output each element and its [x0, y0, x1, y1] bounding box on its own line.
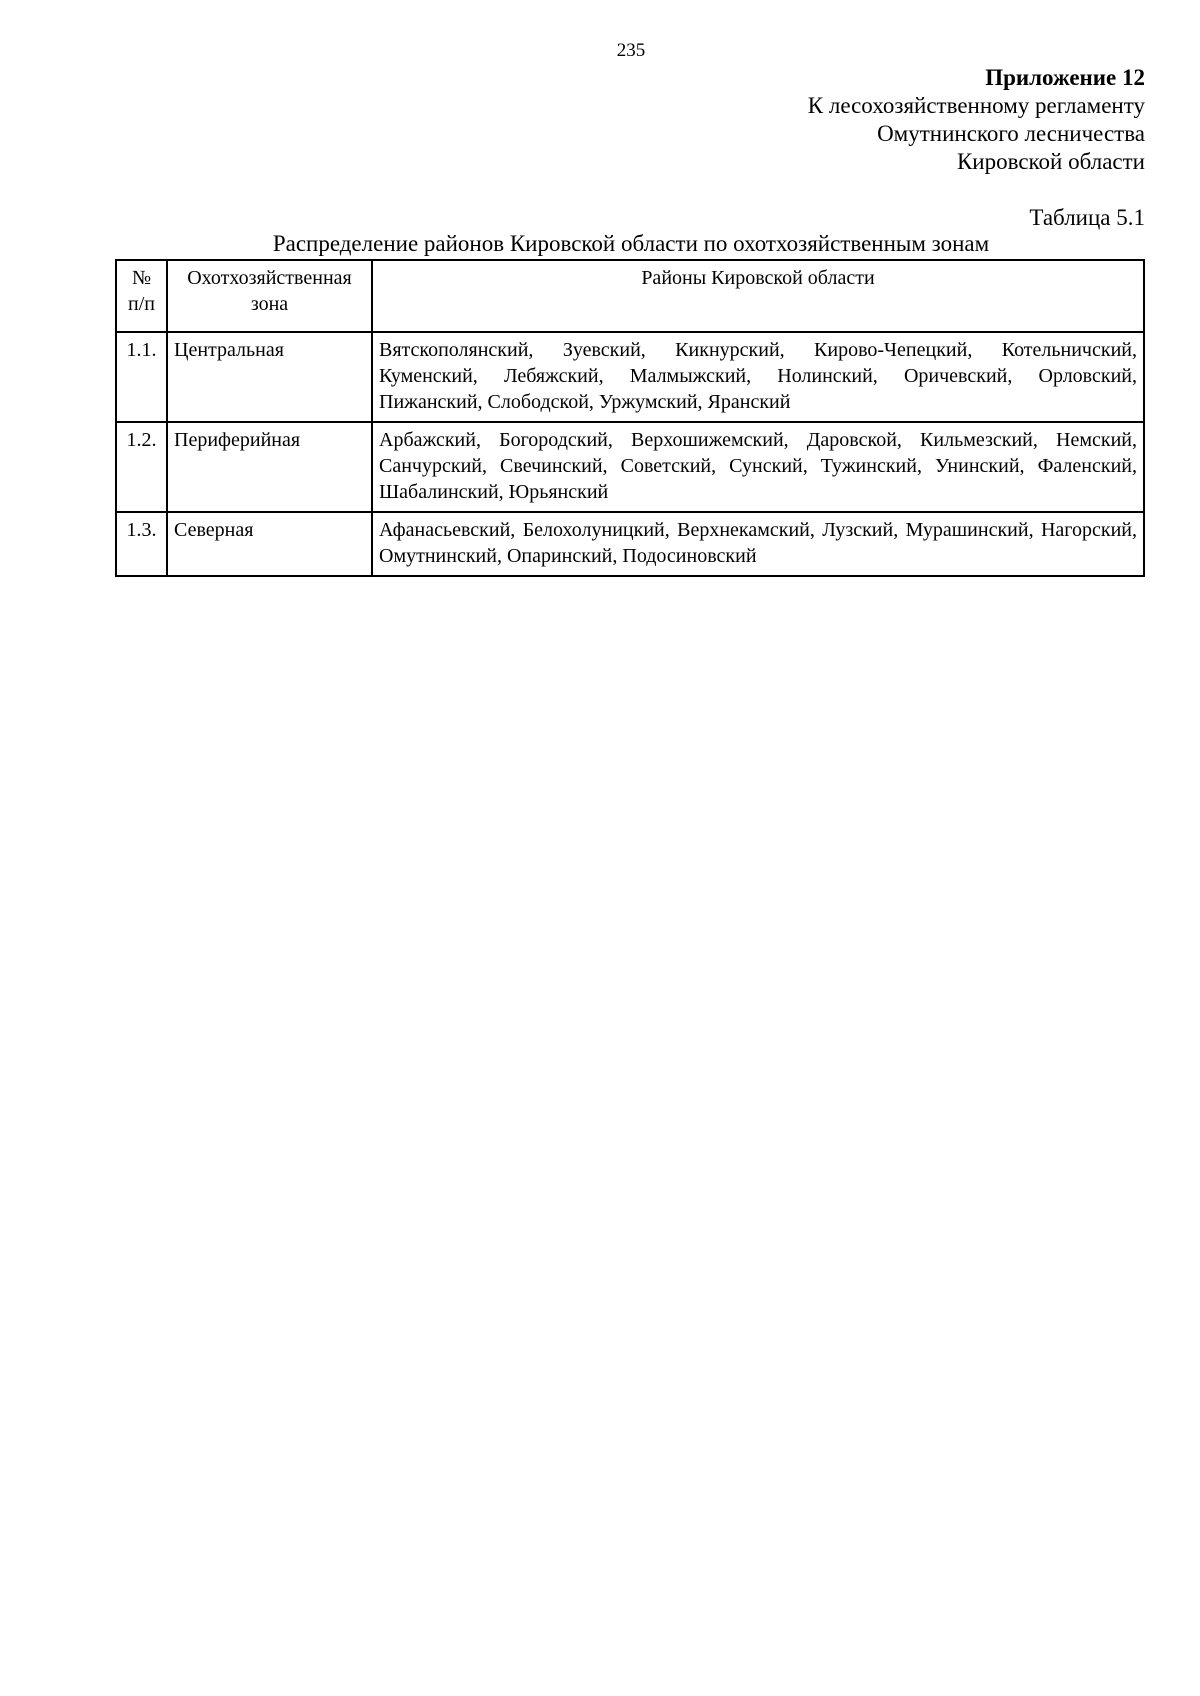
row-zone: Периферийная — [167, 422, 372, 512]
table-row — [116, 422, 1144, 512]
appendix-header — [808, 64, 1145, 176]
row-districts: Арбажский, Богородский, Верхошижемский, Даровской, Кильмезский, Немский, Санчурский, Свечинский, Советский, Сунский, Тужинский, Унинский, Фаленский, Шабалинский, Юрьянский — [372, 422, 1144, 512]
header-zone-line-2: зона — [250, 293, 289, 315]
header-num-line-2: п/п — [128, 293, 155, 315]
row-zone: Северная — [167, 512, 372, 576]
row-num: 1.3. — [116, 512, 167, 576]
row-num: 1.1. — [116, 332, 167, 422]
header-num — [116, 260, 167, 332]
appendix-line-1: К лесохозяйственному регламенту — [807, 93, 1145, 118]
appendix-line-3: Кировской области — [956, 149, 1145, 174]
header-zone-line-1: Охотхозяйственная — [187, 267, 352, 289]
page-number: 235 — [616, 40, 646, 61]
row-zone: Центральная — [167, 332, 372, 422]
table-row — [116, 512, 1144, 576]
appendix-line-2: Омутнинского лесничества — [877, 121, 1145, 146]
row-districts: Вятскополянский, Зуевский, Кикнурский, Кирово-Чепецкий, Котельничский, Куменский, Лебяжский, Малмыжский, Нолинский, Оричевский, Орловский, Пижанский, Слободской, Уржумский, Яранский — [372, 332, 1144, 422]
table-number: Таблица 5.1 — [1029, 205, 1145, 230]
row-districts: Афанасьевский, Белохолуницкий, Верхнекамский, Лузский, Мурашинский, Нагорский, Омутнинский, Опаринский, Подосиновский — [372, 512, 1144, 576]
header-num-line-1: № — [131, 267, 152, 289]
table-row — [116, 332, 1144, 422]
table-caption: Распределение районов Кировской области по охотхозяйственным зонам — [272, 231, 990, 256]
zones-table — [115, 259, 1145, 577]
header-districts: Районы Кировской области — [372, 260, 1144, 332]
appendix-title: Приложение 12 — [985, 65, 1145, 90]
row-num: 1.2. — [116, 422, 167, 512]
header-zone — [167, 260, 372, 332]
table-header-row — [116, 260, 1144, 332]
